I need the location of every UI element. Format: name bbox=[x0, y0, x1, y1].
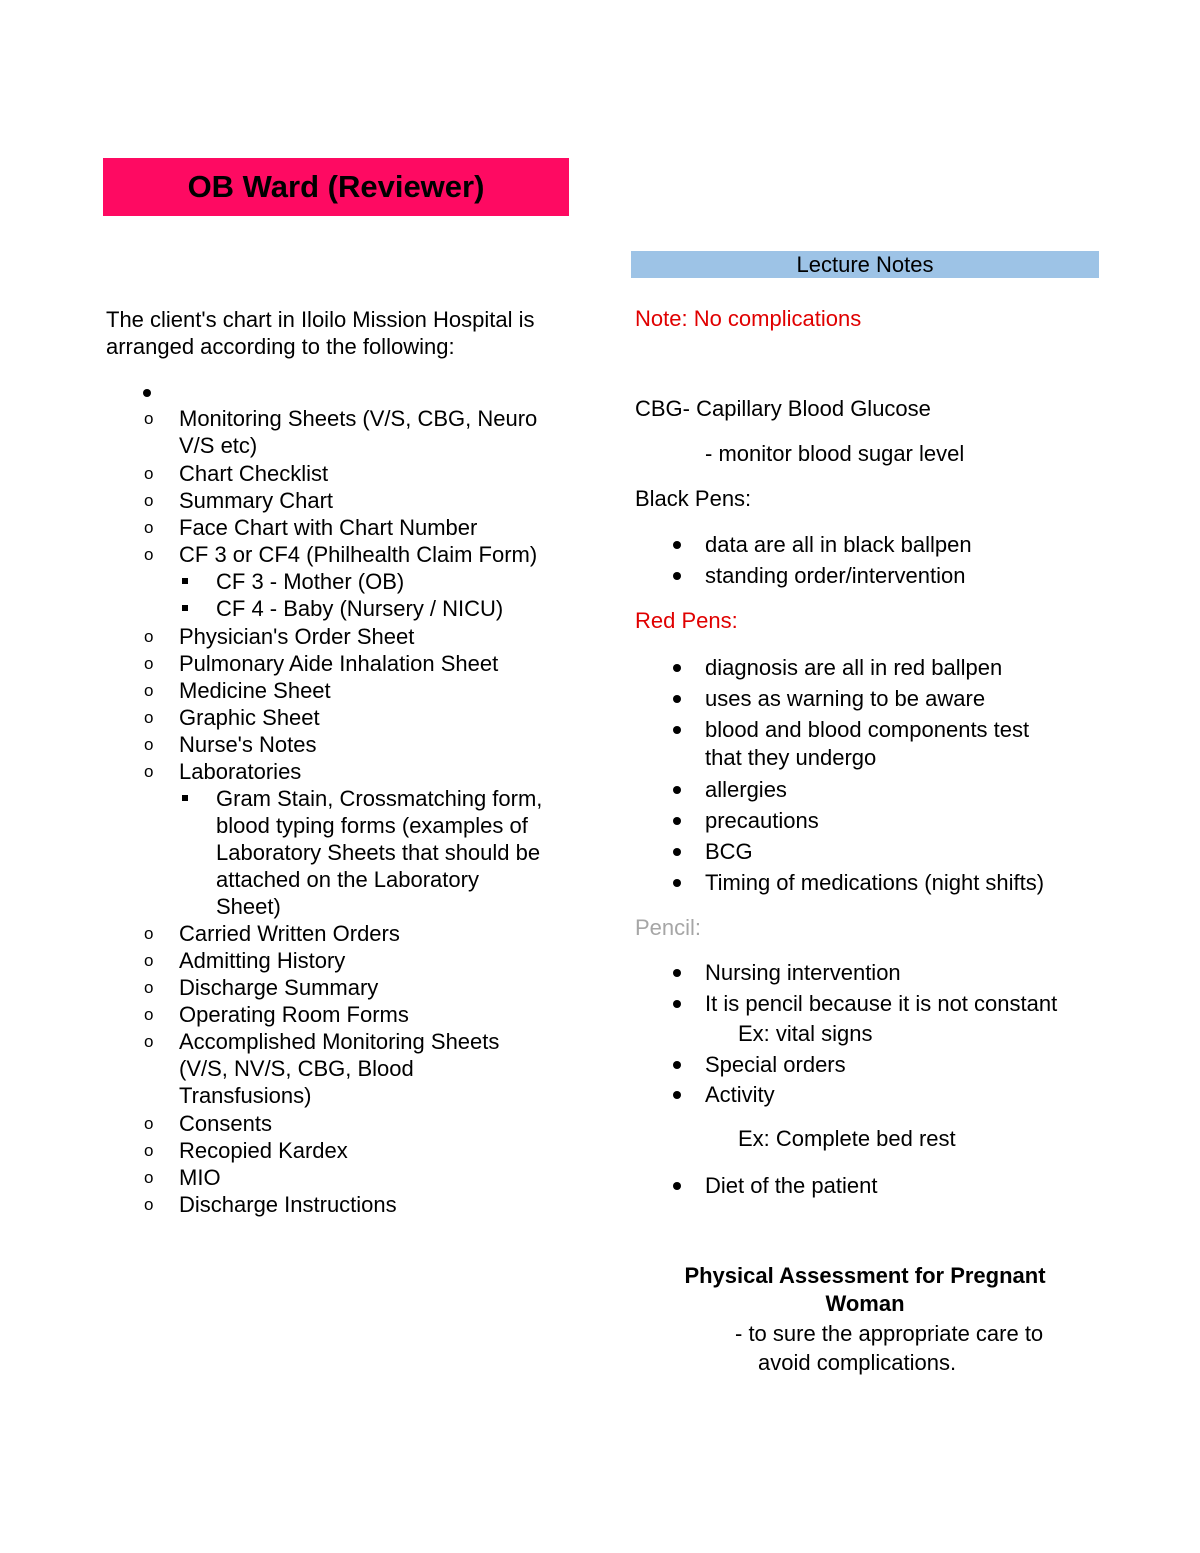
list-item: Consents bbox=[179, 1111, 272, 1136]
list-item: Accomplished Monitoring Sheets bbox=[179, 1029, 500, 1054]
section-description: - to sure the appropriate care to bbox=[735, 1321, 1044, 1346]
pencil-heading: Pencil: bbox=[635, 915, 702, 940]
list-item: allergies bbox=[705, 777, 787, 802]
circle-bullet-icon: o bbox=[144, 518, 154, 537]
circle-bullet-icon: o bbox=[144, 1114, 154, 1133]
circle-bullet-icon: o bbox=[144, 924, 154, 943]
list-item: Discharge Instructions bbox=[179, 1192, 397, 1217]
circle-bullet-icon: o bbox=[144, 491, 154, 510]
list-item: CF 3 or CF4 (Philhealth Claim Form) bbox=[179, 542, 538, 567]
list-item: Discharge Summary bbox=[179, 975, 379, 1000]
empty-bullet-icon bbox=[143, 389, 151, 397]
list-item: Diet of the patient bbox=[705, 1173, 878, 1198]
sub-list-item-cont: attached on the Laboratory bbox=[216, 867, 479, 892]
bullet-icon bbox=[673, 879, 681, 887]
bullet-icon bbox=[673, 664, 681, 672]
circle-bullet-icon: o bbox=[144, 1168, 154, 1187]
list-item: BCG bbox=[705, 839, 753, 864]
cbg-heading: CBG- Capillary Blood Glucose bbox=[635, 396, 931, 421]
cbg-description: - monitor blood sugar level bbox=[705, 441, 965, 466]
sub-list-item: Gram Stain, Crossmatching form, bbox=[216, 786, 543, 811]
example-text: Ex: vital signs bbox=[738, 1021, 873, 1046]
black-pens-heading: Black Pens: bbox=[635, 486, 752, 511]
note-text: Note: No complications bbox=[635, 306, 862, 331]
list-item: It is pencil because it is not constant bbox=[705, 991, 1058, 1016]
list-item-cont: Transfusions) bbox=[179, 1083, 312, 1108]
list-item: Pulmonary Aide Inhalation Sheet bbox=[179, 651, 499, 676]
bullet-icon bbox=[673, 1000, 681, 1008]
lecture-notes-header bbox=[631, 251, 1099, 278]
bullet-icon bbox=[673, 541, 681, 549]
list-item: precautions bbox=[705, 808, 819, 833]
list-item-cont: that they undergo bbox=[705, 745, 877, 770]
list-item: uses as warning to be aware bbox=[705, 686, 986, 711]
list-item: Medicine Sheet bbox=[179, 678, 331, 703]
circle-bullet-icon: o bbox=[144, 762, 154, 781]
circle-bullet-icon: o bbox=[144, 1032, 154, 1051]
circle-bullet-icon: o bbox=[144, 951, 154, 970]
sub-list-item-cont: Sheet) bbox=[216, 894, 281, 919]
page-title: OB Ward (Reviewer) bbox=[187, 169, 485, 204]
list-item-cont: V/S etc) bbox=[179, 433, 258, 458]
bullet-icon bbox=[673, 726, 681, 734]
list-item: data are all in black ballpen bbox=[705, 532, 972, 557]
bullet-icon bbox=[673, 1061, 681, 1069]
list-item: Summary Chart bbox=[179, 488, 334, 513]
bullet-icon bbox=[673, 817, 681, 825]
bullet-icon bbox=[673, 969, 681, 977]
square-bullet-icon bbox=[182, 795, 188, 801]
list-item: Nurse's Notes bbox=[179, 732, 317, 757]
list-item: Carried Written Orders bbox=[179, 921, 400, 946]
bullet-icon bbox=[673, 572, 681, 580]
bullet-icon bbox=[673, 695, 681, 703]
square-bullet-icon bbox=[182, 578, 188, 584]
bullet-icon bbox=[673, 848, 681, 856]
bullet-icon bbox=[673, 786, 681, 794]
circle-bullet-icon: o bbox=[144, 978, 154, 997]
section-description-cont: avoid complications. bbox=[758, 1350, 957, 1375]
title-banner bbox=[103, 158, 569, 216]
circle-bullet-icon: o bbox=[144, 627, 154, 646]
list-item-cont: (V/S, NV/S, CBG, Blood bbox=[179, 1056, 414, 1081]
circle-bullet-icon: o bbox=[144, 545, 154, 564]
list-item: Special orders bbox=[705, 1052, 846, 1077]
intro-line-1: The client's chart in Iloilo Mission Hospital is bbox=[106, 307, 535, 332]
circle-bullet-icon: o bbox=[144, 735, 154, 754]
intro-line-2: arranged according to the following: bbox=[106, 334, 455, 359]
sub-list-item-cont: Laboratory Sheets that should be bbox=[216, 840, 541, 865]
circle-bullet-icon: o bbox=[144, 464, 154, 483]
list-item: MIO bbox=[179, 1165, 221, 1190]
list-item: Nursing intervention bbox=[705, 960, 901, 985]
bullet-icon bbox=[673, 1091, 681, 1099]
circle-bullet-icon: o bbox=[144, 409, 154, 428]
list-item: Operating Room Forms bbox=[179, 1002, 409, 1027]
list-item: Timing of medications (night shifts) bbox=[705, 870, 1045, 895]
circle-bullet-icon: o bbox=[144, 1141, 154, 1160]
sub-list-item: CF 4 - Baby (Nursery / NICU) bbox=[216, 596, 504, 621]
section-heading: Physical Assessment for Pregnant bbox=[684, 1263, 1046, 1288]
sub-list-item-cont: blood typing forms (examples of bbox=[216, 813, 528, 838]
circle-bullet-icon: o bbox=[144, 654, 154, 673]
list-item: Graphic Sheet bbox=[179, 705, 320, 730]
list-item: Face Chart with Chart Number bbox=[179, 515, 478, 540]
list-item: standing order/intervention bbox=[705, 563, 966, 588]
list-item: Physician's Order Sheet bbox=[179, 624, 415, 649]
list-item: Laboratories bbox=[179, 759, 302, 784]
circle-bullet-icon: o bbox=[144, 1005, 154, 1024]
list-item: blood and blood components test bbox=[705, 717, 1030, 742]
circle-bullet-icon: o bbox=[144, 681, 154, 700]
red-pens-heading: Red Pens: bbox=[635, 608, 738, 633]
list-item: Activity bbox=[705, 1082, 775, 1107]
lecture-notes-label: Lecture Notes bbox=[796, 251, 934, 277]
bullet-icon bbox=[673, 1182, 681, 1190]
square-bullet-icon bbox=[182, 605, 188, 611]
list-item: diagnosis are all in red ballpen bbox=[705, 655, 1003, 680]
circle-bullet-icon: o bbox=[144, 708, 154, 727]
list-item: Admitting History bbox=[179, 948, 346, 973]
section-heading-cont: Woman bbox=[825, 1291, 905, 1316]
list-item: Monitoring Sheets (V/S, CBG, Neuro bbox=[179, 406, 538, 431]
example-text: Ex: Complete bed rest bbox=[738, 1126, 956, 1151]
sub-list-item: CF 3 - Mother (OB) bbox=[216, 569, 405, 594]
circle-bullet-icon: o bbox=[144, 1195, 154, 1214]
list-item: Recopied Kardex bbox=[179, 1138, 348, 1163]
list-item: Chart Checklist bbox=[179, 461, 329, 486]
